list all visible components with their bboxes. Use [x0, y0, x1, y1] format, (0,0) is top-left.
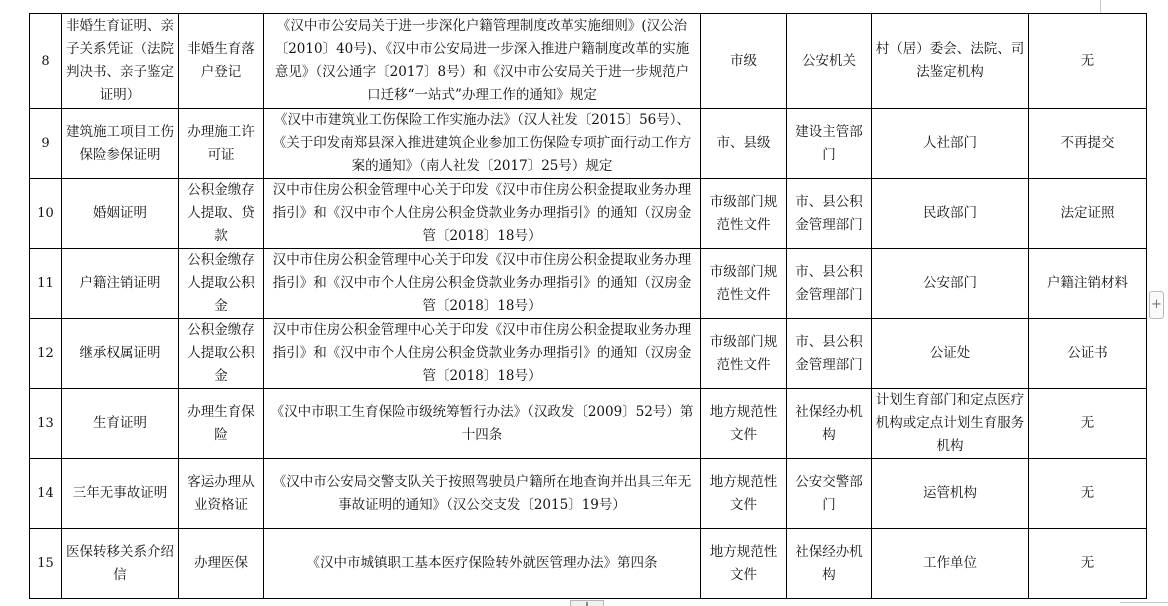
- basis-level: 地方规范性文件: [701, 389, 787, 459]
- legal-basis: 《汉中市公安局关于进一步深化户籍管理制度改革实施细则》(汉公治〔2010〕40号)、《汉中市公安局进一步深入推进户籍制度改革的实施意见》（汉公通字〔2017〕8号）和《汉中市公安局关于进一步规范户口迁移“一站式”办理工作的通知》规定: [264, 14, 701, 109]
- legal-basis: 《汉中市建筑业工伤保险工作实施办法》（汉人社发〔2015〕56号）、《关于印发南郑县深入推进建筑企业参加工伤保险专项扩面行动工作方案的通知》（南人社发〔2017〕25号）规定: [264, 109, 701, 179]
- issuing-agency: 人社部门: [872, 109, 1029, 179]
- handling-result: 不再提交: [1029, 109, 1147, 179]
- legal-basis: 《汉中市城镇职工基本医疗保险转外就医管理办法》第四条: [264, 529, 701, 599]
- table-row: [30, 389, 1147, 459]
- issuing-agency: 村（居）委会、法院、司法鉴定机构: [872, 14, 1029, 109]
- handling-result: 无: [1029, 459, 1147, 529]
- page-edge-top: [1100, 0, 1101, 14]
- service-matter: 公积金缴存人提取公积金: [179, 249, 264, 319]
- issuing-agency: 公证处: [872, 319, 1029, 389]
- certificate-name: 户籍注销证明: [62, 249, 179, 319]
- setting-department: 建设主管部门: [787, 109, 872, 179]
- handling-result: 法定证照: [1029, 179, 1147, 249]
- row-number: 15: [30, 529, 62, 599]
- handling-result: 无: [1029, 14, 1147, 109]
- issuing-agency: 计划生育部门和定点医疗机构或定点计划生育服务机构: [872, 389, 1029, 459]
- service-matter: 办理生育保险: [179, 389, 264, 459]
- legal-basis: 《汉中市职工生育保险市级统筹暂行办法》（汉政发〔2009〕52号）第十四条: [264, 389, 701, 459]
- certificate-name: 非婚生育证明、亲子关系凭证（法院判决书、亲子鉴定证明）: [62, 14, 179, 109]
- row-number: 10: [30, 179, 62, 249]
- table-row: [30, 529, 1147, 599]
- basis-level: 地方规范性文件: [701, 459, 787, 529]
- certificate-name: 建筑施工项目工伤保险参保证明: [62, 109, 179, 179]
- add-row-plus-icon[interactable]: +: [1149, 291, 1164, 319]
- service-matter: 非婚生育落户登记: [179, 14, 264, 109]
- legal-basis: 汉中市住房公积金管理中心关于印发《汉中市住房公积金提取业务办理指引》和《汉中市个人住房公积金贷款业务办理指引》的通知（汉房金管〔2018〕18号）: [264, 249, 701, 319]
- certificate-name: 继承权属证明: [62, 319, 179, 389]
- row-number: 13: [30, 389, 62, 459]
- scrollbar-thumb[interactable]: [570, 600, 604, 606]
- basis-level: 地方规范性文件: [701, 529, 787, 599]
- setting-department: 市、县公积金管理部门: [787, 319, 872, 389]
- setting-department: 社保经办机构: [787, 389, 872, 459]
- basis-level: 市级: [701, 14, 787, 109]
- handling-result: 无: [1029, 389, 1147, 459]
- table-row: [30, 179, 1147, 249]
- page-edge-bottom: [1120, 602, 1168, 603]
- handling-result: 户籍注销材料: [1029, 249, 1147, 319]
- service-matter: 公积金缴存人提取、贷款: [179, 179, 264, 249]
- table-row: [30, 319, 1147, 389]
- certificate-table: [29, 13, 1147, 599]
- certificate-name: 生育证明: [62, 389, 179, 459]
- certificate-name: 三年无事故证明: [62, 459, 179, 529]
- basis-level: 市级部门规范性文件: [701, 179, 787, 249]
- basis-level: 市级部门规范性文件: [701, 319, 787, 389]
- row-number: 11: [30, 249, 62, 319]
- handling-result: 无: [1029, 529, 1147, 599]
- table-row: [30, 109, 1147, 179]
- legal-basis: 汉中市住房公积金管理中心关于印发《汉中市住房公积金提取业务办理指引》和《汉中市个人住房公积金贷款业务办理指引》的通知（汉房金管〔2018〕18号）: [264, 179, 701, 249]
- setting-department: 社保经办机构: [787, 529, 872, 599]
- issuing-agency: 民政部门: [872, 179, 1029, 249]
- issuing-agency: 运管机构: [872, 459, 1029, 529]
- row-number: 14: [30, 459, 62, 529]
- row-number: 8: [30, 14, 62, 109]
- certificate-name: 婚姻证明: [62, 179, 179, 249]
- service-matter: 客运办理从业资格证: [179, 459, 264, 529]
- legal-basis: 汉中市住房公积金管理中心关于印发《汉中市住房公积金提取业务办理指引》和《汉中市个人住房公积金贷款业务办理指引》的通知（汉房金管〔2018〕18号）: [264, 319, 701, 389]
- table-row: [30, 14, 1147, 109]
- service-matter: 办理施工许可证: [179, 109, 264, 179]
- setting-department: 市、县公积金管理部门: [787, 179, 872, 249]
- setting-department: 市、县公积金管理部门: [787, 249, 872, 319]
- row-number: 12: [30, 319, 62, 389]
- certificate-name: 医保转移关系介绍信: [62, 529, 179, 599]
- legal-basis: 《汉中市公安局交警支队关于按照驾驶员户籍所在地查询并出具三年无事故证明的通知》（汉公交支发〔2015〕19号）: [264, 459, 701, 529]
- row-number: 9: [30, 109, 62, 179]
- table-row: [30, 459, 1147, 529]
- service-matter: 办理医保: [179, 529, 264, 599]
- basis-level: 市、县级: [701, 109, 787, 179]
- issuing-agency: 工作单位: [872, 529, 1029, 599]
- setting-department: 公安机关: [787, 14, 872, 109]
- issuing-agency: 公安部门: [872, 249, 1029, 319]
- service-matter: 公积金缴存人提取公积金: [179, 319, 264, 389]
- handling-result: 公证书: [1029, 319, 1147, 389]
- basis-level: 市级部门规范性文件: [701, 249, 787, 319]
- table-row: [30, 249, 1147, 319]
- setting-department: 公安交警部门: [787, 459, 872, 529]
